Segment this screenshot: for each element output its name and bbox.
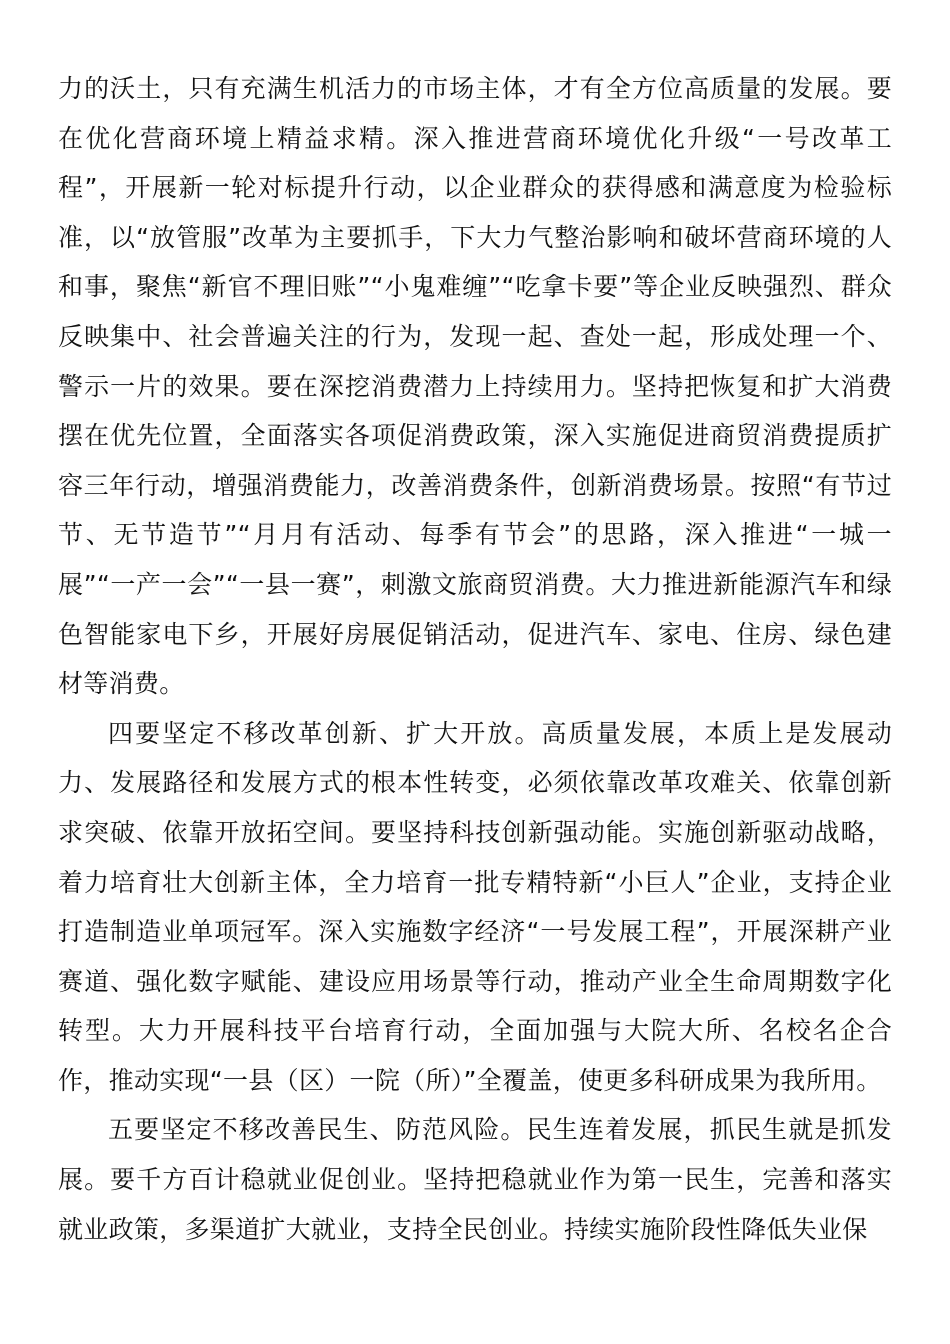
body-paragraph-2: 四要坚定不移改革创新、扩大开放。高质量发展，本质上是发展动力、发展路径和发展方式的根本性转变，必须依靠改革攻难关、依靠创新求突破、依靠开放拓空间。要坚持科技创新强动能。实施创新驱动战略，着力培育壮大创新主体，全力培育一批专精特新“小巨人”企业，支持企业打造制造业单项冠军。深入实施数字经济“一号发展工程”，开展深耕产业赛道、强化数字赋能、建设应用场景等行动，推动产业全生命周期数字化转型。大力开展科技平台培育行动，全面加强与大院大所、名校名企合作，推动实现“一县（区）一院（所）”全覆盖，使更多科研成果为我所用。 — [58, 718, 892, 1095]
document-page — [58, 64, 892, 1254]
body-paragraph-1: 力的沃土，只有充满生机活力的市场主体，才有全方位高质量的发展。要在优化营商环境上精益求精。深入推进营商环境优化升级“一号改革工程”，开展新一轮对标提升行动，以企业群众的获得感和满意度为检验标准，以“放管服”改革为主要抓手，下大力气整治影响和破坏营商环境的人和事，聚焦“新官不理旧账”“小鬼难缠”“吃拿卡要”等企业反映强烈、群众反映集中、社会普遍关注的行为，发现一起、查处一起，形成处理一个、警示一片的效果。要在深挖消费潜力上持续用力。坚持把恢复和扩大消费摆在优先位置，全面落实各项促消费政策，深入实施促进商贸消费提质扩容三年行动，增强消费能力，改善消费条件，创新消费场景。按照“有节过节、无节造节”“月月有活动、每季有节会”的思路，深入推进“一城一展”“一产一会”“一县一赛”，刺激文旅商贸消费。大力推进新能源汽车和绿色智能家电下乡，开展好房展促销活动，促进汽车、家电、住房、绿色建材等消费。 — [58, 74, 892, 699]
body-paragraph-3: 五要坚定不移改善民生、防范风险。民生连着发展，抓民生就是抓发展。要千方百计稳就业促创业。坚持把稳就业作为第一民生，完善和落实就业政策，多渠道扩大就业，支持全民创业。持续实施阶段性降低失业保 — [58, 1115, 892, 1244]
